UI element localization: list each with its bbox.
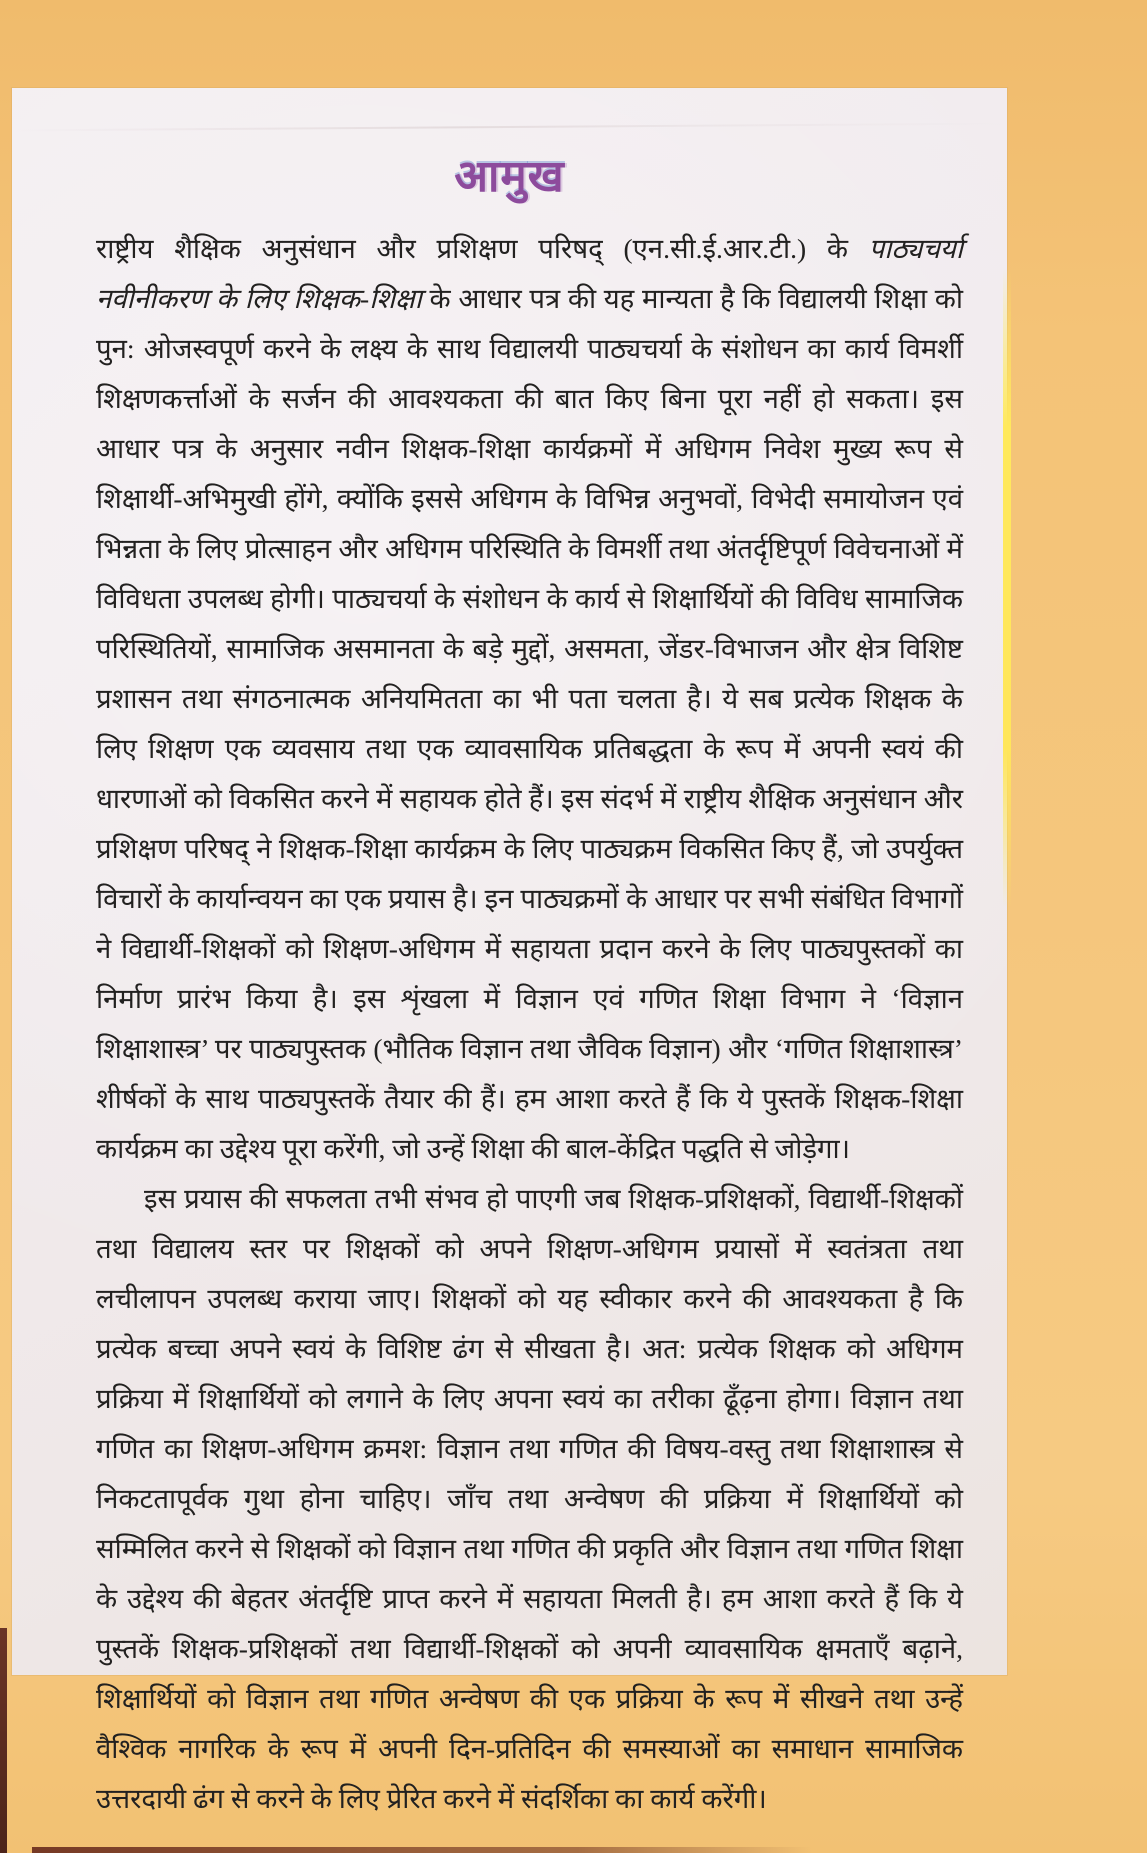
book-page <box>12 88 1007 1814</box>
paragraph-2: इस प्रयास की सफलता तभी संभव हो पाएगी जब शिक्षक-प्रशिक्षकों, विद्यार्थी-शिक्षकों तथा विद्यालय स्तर पर शिक्षकों को अपने शिक्षण-अधिगम प्रयासों में स्वतंत्रता तथा लचीलापन उपलब्ध कराया जाए। शिक्षकों को यह स्वीकार करने की आवश्यकता है कि प्रत्येक बच्चा अपने स्वयं के विशिष्ट ढंग से सीखता है। अत: प्रत्येक शिक्षक को अधिगम प्रक्रिया में शिक्षार्थियों को लगाने के लिए अपना स्वयं का तरीका ढूँढ़ना होगा। विज्ञान तथा गणित का शिक्षण-अधिगम क्रमश: विज्ञान तथा गणित की विषय-वस्तु तथा शिक्षाशास्त्र से निकटतापूर्वक गुथा होना चाहिए। जाँच तथा अन्वेषण की प्रक्रिया में शिक्षार्थियों को सम्मिलित करने से शिक्षकों को विज्ञान तथा गणित की प्रकृति और विज्ञान तथा गणित शिक्षा के उद्देश्य की बेहतर अंतर्दृष्टि प्राप्त करने में सहायता मिलती है। हम आशा करते हैं कि ये पुस्तकें शिक्षक-प्रशिक्षकों तथा विद्यार्थी-शिक्षकों को अपनी व्यावसायिक क्षमताएँ बढ़ाने, शिक्षार्थियों को विज्ञान तथा गणित अन्वेषण की एक प्रक्रिया के रूप में सीखने तथा उन्हें वैश्विक नागरिक के रूप में अपनी दिन-प्रतिदिन की समस्याओं का समाधान सामाजिक उत्तरदायी ढंग से करने के लिए प्रेरित करने में संदर्शिका का कार्य करेंगी। <box>96 1183 963 1814</box>
page-title: आमुख <box>454 152 565 201</box>
paragraph-1 <box>96 224 963 1174</box>
paragraph-1-opening: राष्ट्रीय शैक्षिक अनुसंधान और प्रशिक्षण परिषद् (एन.सी.ई.आर.टी.) के <box>96 233 869 264</box>
scan-left-edge-shadow <box>0 1628 7 1853</box>
preface-body-text <box>12 204 1007 1824</box>
scan-bottom-edge-shadow <box>32 1847 812 1853</box>
document-title-italic: पाठ्यचर्या नवीनीकरण के लिए शिक्षक-शिक्षा <box>96 233 963 314</box>
paragraph-1-continuation: के आधार पत्र की यह मान्यता है कि विद्यालयी शिक्षा को पुन: ओजस्वपूर्ण करने के लक्ष्य के साथ विद्यालयी पाठ्यचर्या के संशोधन का कार्य विमर्शी शिक्षणकर्त्ताओं के सर्जन की आवश्यकता की बात किए बिना पूरा नहीं हो सकता। इस आधार पत्र के अनुसार नवीन शिक्षक-शिक्षा कार्यक्रमों में अधिगम निवेश मुख्य रूप से शिक्षार्थी-अभिमुखी होंगे, क्योंकि इससे अधिगम के विभिन्न अनुभवों, विभेदी समायोजन एवं भिन्नता के लिए प्रोत्साहन और अधिगम परिस्थिति के विमर्शी तथा अंतर्दृष्टिपूर्ण विवेचनाओं में विविधता उपलब्ध होगी। पाठ्यचर्या के संशोधन के कार्य से शिक्षार्थियों की विविध सामाजिक परिस्थितियों, सामाजिक असमानता के बड़े मुद्दों, असमता, जेंडर-विभाजन और क्षेत्र विशिष्ट प्रशासन तथा संगठनात्मक अनियमितता का भी पता चलता है। ये सब प्रत्येक शिक्षक के लिए शिक्षण एक व्यवसाय तथा एक व्यावसायिक प्रतिबद्धता के रूप में अपनी स्वयं की धारणाओं को विकसित करने में सहायक होते हैं। इस संदर्भ में राष्ट्रीय शैक्षिक अनुसंधान और प्रशिक्षण परिषद् ने शिक्षक-शिक्षा कार्यक्रम के लिए पाठ्यक्रम विकसित किए हैं, जो उपर्युक्त विचारों के कार्यान्वयन का एक प्रयास है। इन पाठ्यक्रमों के आधार पर सभी संबंधित विभागों ने विद्यार्थी-शिक्षकों को शिक्षण-अधिगम में सहायता प्रदान करने के लिए पाठ्यपुस्तकों का निर्माण प्रारंभ किया है। इस शृंखला में विज्ञान एवं गणित शिक्षा विभाग ने ‘विज्ञान शिक्षाशास्त्र’ पर पाठ्यपुस्तक (भौतिक विज्ञान तथा जैविक विज्ञान) और ‘गणित शिक्षाशास्त्र’ शीर्षकों के साथ पाठ्यपुस्तकें तैयार की हैं। हम आशा करते हैं कि ये पुस्तकें शिक्षक-शिक्षा कार्यक्रम का उद्देश्य पूरा करेंगी, जो उन्हें शिक्षा की बाल-केंद्रित पद्धति से जोड़ेगा। <box>96 283 963 1164</box>
